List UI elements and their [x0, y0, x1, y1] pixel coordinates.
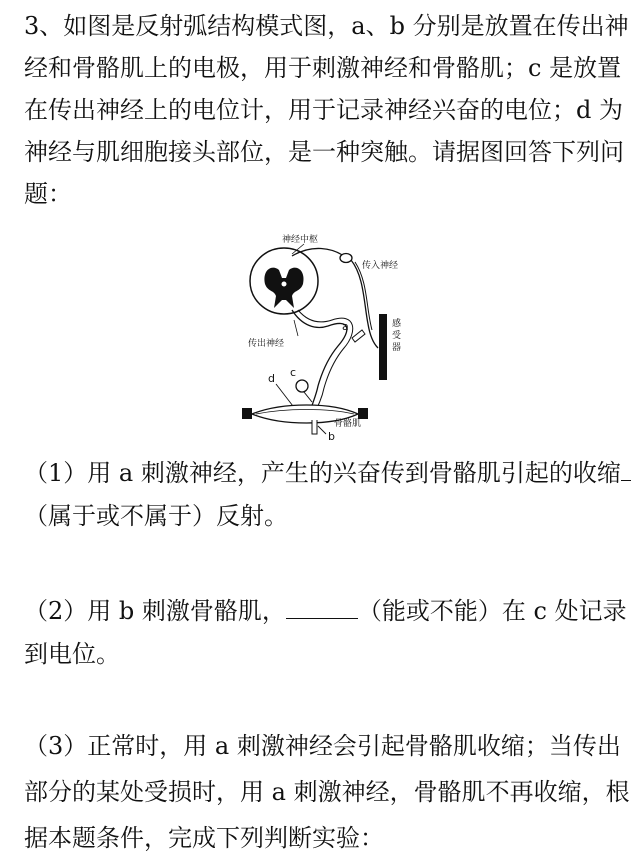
reflex-arc-figure	[232, 226, 422, 448]
muscle-tendon-left	[242, 408, 252, 419]
label-receptor-1: 感	[392, 319, 402, 329]
label-receptor-3: 器	[392, 343, 402, 353]
potentiometer-lead	[304, 392, 312, 402]
electrode-b	[312, 420, 317, 434]
q2-line-1	[24, 592, 627, 627]
question-line-2: 经和骨骼肌上的电极，用于刺激神经和骨骼肌；c 是放置	[24, 54, 622, 82]
q3-line-3: 据本题条件，完成下列判断实验：	[24, 824, 384, 852]
label-efferent-nerve: 传出神经	[248, 339, 285, 349]
q2-line-2: 到电位。	[24, 640, 120, 668]
q1-line-2: （属于或不属于）反射。	[24, 502, 288, 530]
pointer-efferent	[294, 320, 298, 336]
label-skeletal-muscle: 骨骼肌	[334, 419, 362, 429]
q1-text: （1）用 a 刺激神经，产生的兴奋传到骨骼肌引起的收缩	[24, 459, 621, 487]
label-c: c	[290, 366, 297, 379]
q2-text-after: （能或不能）在 c 处记录	[357, 597, 627, 625]
label-a: a	[342, 320, 349, 333]
label-d: d	[268, 372, 275, 385]
q3-line-1: （3）正常时，用 a 刺激神经会引起骨骼肌收缩；当传出	[24, 732, 621, 760]
potentiometer-c	[296, 380, 308, 392]
q1-answer-blank[interactable]	[621, 454, 631, 481]
spinal-ganglion	[340, 254, 352, 263]
receptor-block	[379, 314, 387, 380]
label-receptor-2: 受	[392, 331, 402, 341]
q3-line-2: 部分的某处受损时，用 a 刺激神经，骨骼肌不再收缩，根	[24, 778, 630, 806]
label-b: b	[328, 430, 335, 443]
reflex-arc-diagram	[232, 226, 422, 448]
q2-text-before: （2）用 b 刺激骨骼肌，	[24, 597, 286, 625]
label-afferent-nerve: 传入神经	[362, 261, 399, 271]
question-line-3: 在传出神经上的电位计，用于记录神经兴奋的电位；d 为	[24, 96, 623, 124]
efferent-nerve	[292, 310, 347, 412]
pointer-b	[318, 426, 326, 434]
q2-answer-blank[interactable]	[286, 592, 358, 619]
question-line-1: 3、如图是反射弧结构模式图，a、b 分别是放置在传出神	[24, 12, 629, 40]
electrode-a	[352, 330, 365, 342]
muscle-tendon-right	[358, 408, 368, 419]
central-canal	[282, 282, 287, 287]
q1-line-1	[24, 454, 631, 489]
label-nerve-center: 神经中枢	[282, 235, 319, 245]
question-line-4: 神经与肌细胞接头部位，是一种突触。请据图回答下列问	[24, 138, 624, 166]
question-line-5: 题：	[24, 180, 72, 208]
